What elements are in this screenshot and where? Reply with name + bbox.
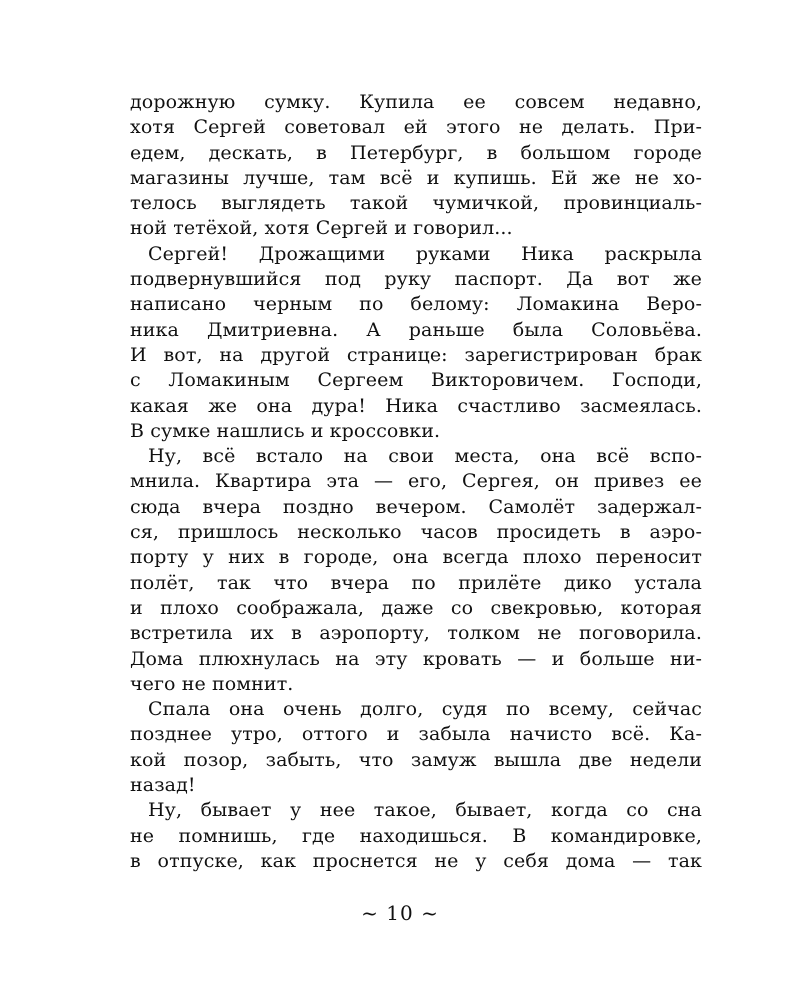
text-line: мнила. Квартира эта — его, Сергея, он привез ее	[130, 470, 702, 493]
text-line: едем, дескать, в Петербург, в большом городе	[130, 141, 702, 164]
text-line: полёт, так что вчера по прилёте дико устала	[130, 571, 702, 594]
text-line: дорожную сумку. Купила ее совсем недавно,	[130, 91, 702, 113]
text-line: кой позор, забыть, что замуж вышла две недели	[130, 748, 702, 771]
text-line: какая же она дура! Ника счастливо засмеялась.	[130, 394, 702, 417]
text-line: написано черным по белому: Ломакина Веро-	[130, 293, 702, 316]
text-line: порту у них в городе, она всегда плохо переносит	[130, 546, 702, 569]
text-line: не помнишь, где находишься. В командировке,	[130, 824, 702, 847]
text-line: сюда вчера поздно вечером. Самолёт задержал-	[130, 495, 702, 518]
text-line: и плохо соображала, даже со свекровью, которая	[130, 596, 702, 619]
text-line: назад!	[130, 774, 196, 797]
text-line: в отпуске, как проснется не у себя дома — так	[130, 849, 702, 872]
text-line: В сумке нашлись и кроссовки.	[130, 419, 441, 442]
text-line: ся, пришлось несколько часов просидеть в аэро-	[130, 521, 702, 544]
text-line: чего не помнит.	[130, 672, 294, 695]
text-line: с Ломакиным Сергеем Викторовичем. Господи,	[130, 369, 702, 392]
text-line: позднее утро, оттого и забыла начисто всё. Ка-	[130, 723, 702, 746]
text-line: Сергей! Дрожащими руками Ника раскрыла	[148, 242, 702, 265]
text-line: хотя Сергей советовал ей этого не делать. При-	[130, 116, 702, 139]
text-line: И вот, на другой странице: зарегистрирован брак	[130, 343, 702, 366]
text-line: Дома плюхнулась на эту кровать — и больше ни-	[130, 647, 702, 670]
text-line: телось выглядеть такой чумичкой, провинциаль-	[130, 192, 702, 215]
text-line: подвернувшийся под руку паспорт. Да вот же	[130, 268, 702, 291]
text-line: магазины лучше, там всё и купишь. Ей же не хо-	[130, 166, 702, 189]
text-line: встретила их в аэропорту, толком не поговорила.	[130, 622, 702, 645]
page-number: ~ 10 ~	[361, 901, 439, 925]
text-line: Спала она очень долго, судя по всему, сейчас	[148, 698, 702, 721]
text-line: Ну, бывает у нее такое, бывает, когда со сна	[148, 799, 702, 822]
text-line: ника Дмитриевна. А раньше была Соловьёва.	[130, 318, 702, 341]
body-text	[130, 90, 702, 874]
text-line: ной тетёхой, хотя Сергей и говорил...	[130, 217, 513, 240]
text-line: Ну, всё встало на свои места, она всё вспо-	[148, 445, 702, 468]
